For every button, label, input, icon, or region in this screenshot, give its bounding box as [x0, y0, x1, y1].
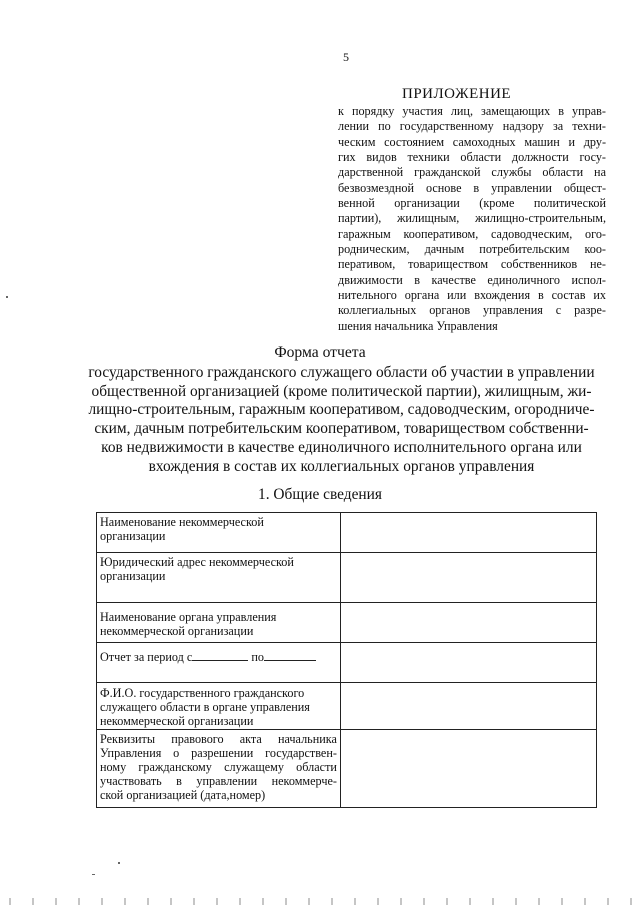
appendix-heading: ПРИЛОЖЕНИЕ	[402, 86, 512, 102]
appendix-line: ческим состоянием самоходных машин и дру-	[338, 134, 606, 149]
report-period-middle: по	[251, 650, 264, 664]
table-row	[97, 729, 597, 807]
legal-address-label: организации	[100, 569, 166, 584]
form-description-line: государственного гражданского служащего области об участии в управлении	[88, 364, 595, 381]
legal-address-label: Юридический адрес некоммерческой	[100, 555, 294, 569]
scan-speck	[118, 862, 120, 864]
section-title: 1. Общие сведения	[258, 486, 382, 503]
period-end-blank[interactable]	[264, 649, 316, 661]
page-number: 5	[343, 50, 349, 64]
form-description-line: вхождения в состав их коллегиальных органов управления	[148, 457, 535, 475]
appendix-line: движимости в качестве единоличного испол-	[338, 272, 606, 287]
governing-body-label: некоммерческой организации	[100, 624, 254, 639]
appendix-text	[338, 104, 606, 334]
legal-act-label: Управления о разрешении государствен-	[100, 745, 337, 760]
appendix-line: шения начальника Управления	[338, 318, 498, 333]
appendix-line: к порядку участия лиц, замещающих в управ-	[338, 104, 606, 118]
appendix-line: родническим, дачным потребительским коо-	[338, 242, 606, 257]
appendix-line: лении по государственному надзору за техни-	[338, 119, 606, 134]
form-description-line: ков недвижимости в качестве единоличного исполнительного органа или	[101, 438, 582, 456]
form-description-line: общественной организацией (кроме политической партии), жилищным, жи-	[91, 382, 592, 400]
table-row	[97, 643, 597, 683]
civil-servant-label: некоммерческой организации	[100, 714, 254, 729]
org-name-label: организации	[100, 529, 166, 544]
governing-body-label: Наименование органа управления	[100, 610, 277, 624]
table-row	[97, 513, 597, 553]
form-description-line: лищно-строительным, гаражным кооперативом, садоводческим, огородниче-	[88, 401, 595, 419]
form-description-line: ским, дачным потребительским кооперативом, товариществом собственни-	[94, 420, 589, 438]
scan-speck	[6, 296, 8, 298]
table-label-cell	[97, 513, 341, 553]
report-period-prefix: Отчет за период с	[100, 650, 193, 664]
appendix-line: венной организации (кроме политической	[338, 196, 606, 211]
legal-address-value-cell[interactable]	[340, 553, 596, 603]
table-label-cell	[97, 553, 341, 603]
table-label-cell	[97, 603, 341, 643]
scan-speck	[92, 874, 95, 875]
table-row	[97, 603, 597, 643]
appendix-line: дарственной гражданской службы области на	[338, 165, 606, 180]
appendix-line: гаражным кооперативом, садоводческим, ого-	[338, 226, 606, 241]
civil-servant-label: служащего области в органе управления	[100, 700, 310, 715]
civil-servant-value-cell[interactable]	[340, 683, 596, 730]
report-period-label	[100, 649, 337, 664]
appendix-line: перативом, товариществом собственников не-	[338, 257, 606, 272]
civil-servant-label: Ф.И.О. государственного гражданского	[100, 686, 305, 700]
table-row	[97, 683, 597, 730]
period-start-blank[interactable]	[192, 649, 248, 661]
org-name-label: Наименование некоммерческой	[100, 515, 264, 529]
appendix-line: партии), жилищным, жилищно-строительным,	[338, 211, 606, 226]
legal-act-value-cell[interactable]	[340, 729, 596, 807]
appendix-line: коллегиальных органов управления с разре-	[338, 303, 606, 318]
legal-act-label: участвовать в управлении некоммерче-	[100, 774, 337, 789]
general-info-table	[96, 512, 597, 808]
table-label-cell	[97, 729, 341, 807]
form-title: Форма отчета	[274, 344, 366, 361]
form-description	[88, 364, 595, 476]
scan-edge-noise	[0, 898, 640, 905]
table-label-cell	[97, 683, 341, 730]
appendix-line: нительного органа или вхождения в состав их	[338, 288, 606, 303]
governing-body-value-cell[interactable]	[340, 603, 596, 643]
report-period-value-cell[interactable]	[340, 643, 596, 683]
appendix-line: гих видов техники области должности госу-	[338, 150, 606, 165]
legal-act-label: Реквизиты правового акта начальника	[100, 731, 337, 746]
table-row	[97, 553, 597, 603]
legal-act-label: ской организацией (дата,номер)	[100, 788, 266, 803]
appendix-line: безвозмездной основе в управлении общест-	[338, 180, 606, 195]
legal-act-label: ному гражданскому служащему области	[100, 760, 337, 775]
table-label-cell	[97, 643, 341, 683]
org-name-value-cell[interactable]	[340, 513, 596, 553]
